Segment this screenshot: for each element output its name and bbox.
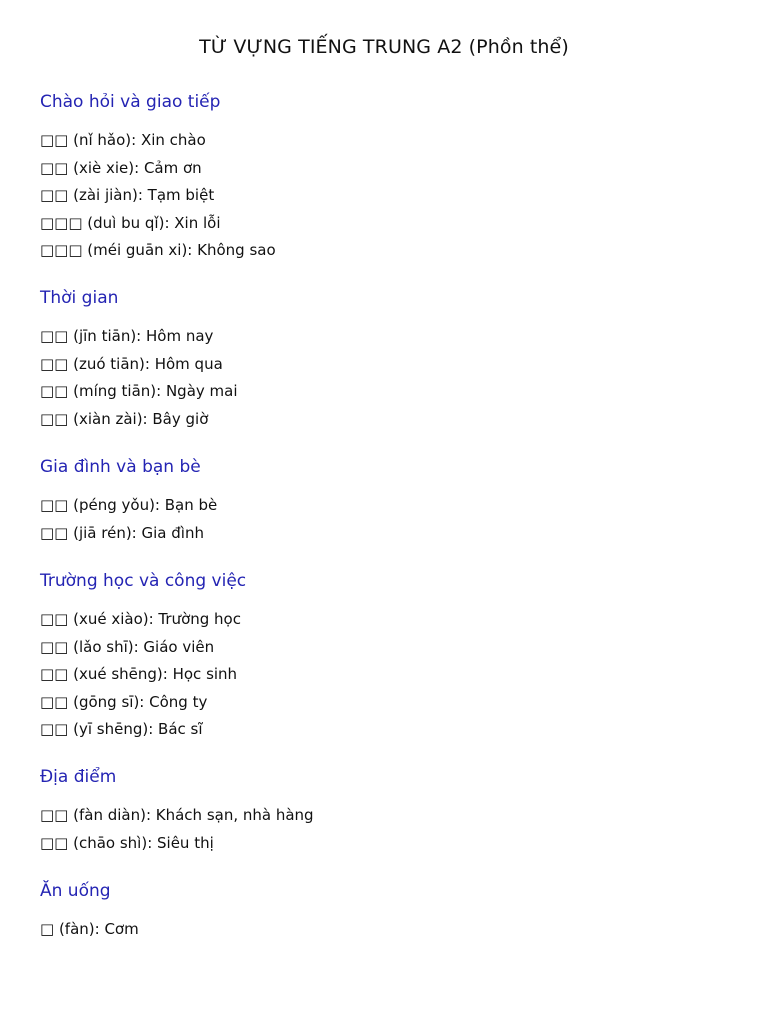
- vocab-entry: □□ (xué shēng): Học sinh: [40, 665, 238, 684]
- vocab-entry: □□□ (duì bu qǐ): Xin lỗi: [40, 213, 221, 232]
- vocab-list: [40, 492, 740, 547]
- vocab-entry: □□ (xué xiào): Trường học: [40, 610, 241, 628]
- vocab-entry: □□ (jiā rén): Gia đình: [40, 523, 204, 542]
- vocab-entry: □□ (lǎo shī): Giáo viên: [40, 637, 215, 656]
- vocab-entry: □□ (jīn tiān): Hôm nay: [40, 327, 214, 345]
- section-places: [40, 766, 740, 857]
- section-family: [40, 456, 740, 547]
- vocab-entry: □□□ (méi guān xi): Không sao: [40, 241, 276, 260]
- vocab-entry: □□ (nǐ hǎo): Xin chào: [40, 131, 206, 149]
- vocab-list: [40, 323, 740, 433]
- document-title: TỪ VỰNG TIẾNG TRUNG A2 (Phồn thể): [199, 36, 569, 58]
- vocab-list: [40, 606, 740, 744]
- vocab-entry: □ (fàn): Cơm: [40, 920, 139, 938]
- vocab-list: [40, 802, 740, 857]
- vocab-entry: □□ (zuó tiān): Hôm qua: [40, 354, 223, 373]
- vocab-entry: □□ (chāo shì): Siêu thị: [40, 833, 214, 852]
- section-heading: Chào hỏi và giao tiếp: [40, 92, 221, 112]
- vocab-entry: □□ (xiè xie): Cảm ơn: [40, 158, 202, 177]
- vocab-entry: □□ (xiàn zài): Bây giờ: [40, 409, 209, 428]
- section-heading: Địa điểm: [40, 767, 117, 787]
- vocab-list: [40, 916, 740, 944]
- vocab-entry: □□ (fàn diàn): Khách sạn, nhà hàng: [40, 806, 314, 824]
- section-heading: Ăn uống: [40, 881, 111, 901]
- section-heading: Thời gian: [40, 288, 119, 308]
- section-food: [40, 880, 740, 944]
- vocab-entry: □□ (míng tiān): Ngày mai: [40, 382, 238, 401]
- section-heading: Gia đình và bạn bè: [40, 457, 201, 477]
- vocab-list: [40, 127, 740, 265]
- vocab-entry: □□ (yī shēng): Bác sĩ: [40, 720, 203, 739]
- section-greetings: [40, 91, 740, 265]
- section-heading: Trường học và công việc: [40, 571, 247, 591]
- vocab-entry: □□ (péng yǒu): Bạn bè: [40, 496, 218, 514]
- vocab-entry: □□ (zài jiàn): Tạm biệt: [40, 186, 215, 205]
- section-time: [40, 287, 740, 433]
- vocab-entry: □□ (gōng sī): Công ty: [40, 692, 208, 711]
- section-school-work: [40, 570, 740, 744]
